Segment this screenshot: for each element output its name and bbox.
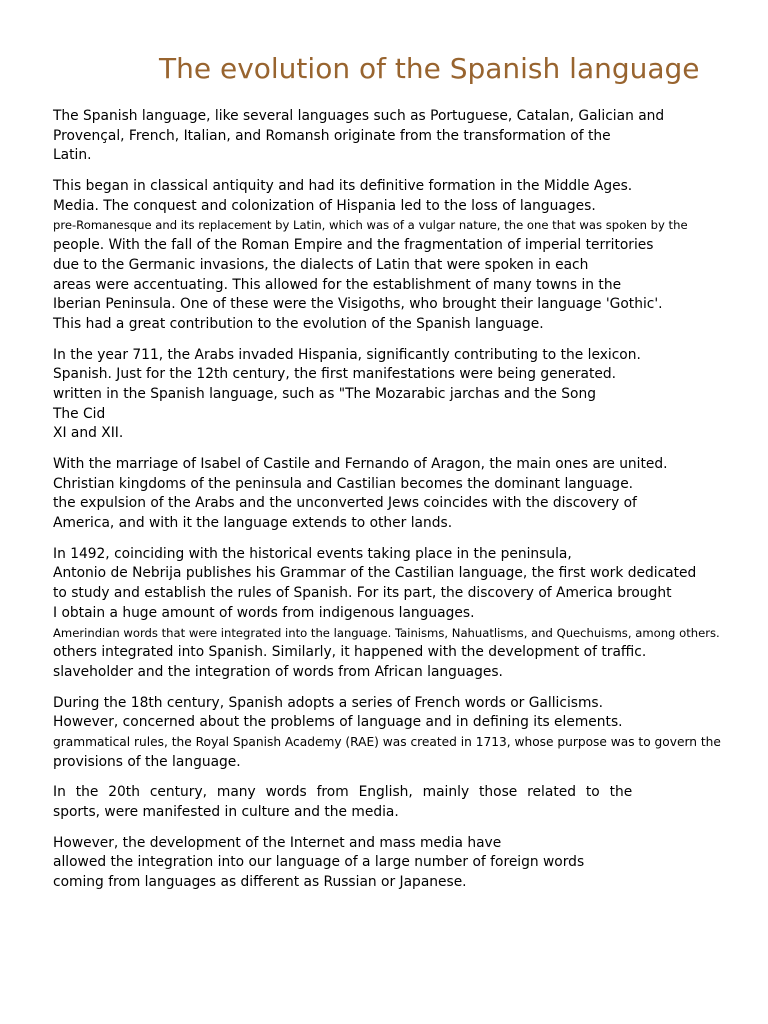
text-line: the expulsion of the Arabs and the unconverted Jews coincides with the discovery of <box>53 495 637 512</box>
text-line: slaveholder and the integration of words from African languages. <box>53 663 503 680</box>
text-line: In the year 711, the Arabs invaded Hispania, significantly contributing to the lexicon. <box>53 346 641 363</box>
text-line: America, and with it the language extends to other lands. <box>53 515 453 532</box>
paragraph-1 <box>53 107 768 166</box>
text-line: In the 20th century, many words from English, mainly those related to the <box>53 784 633 801</box>
text-line: coming from languages as different as Russian or Japanese. <box>53 874 467 891</box>
text-line: Latin. <box>53 147 92 164</box>
text-line: In 1492, coinciding with the historical events taking place in the peninsula, <box>53 545 572 562</box>
document-title: The evolution of the Spanish language <box>159 52 700 85</box>
text-line: Media. The conquest and colonization of Hispania led to the loss of languages. <box>53 197 596 214</box>
text-line: Amerindian words that were integrated into the language. Tainisms, Nahuatlisms, and Quechuisms, among others. <box>53 625 720 640</box>
text-line: Spanish. Just for the 12th century, the first manifestations were being generated. <box>53 366 616 383</box>
text-line: pre-Romanesque and its replacement by Latin, which was of a vulgar nature, the one that was spoken by the <box>53 218 688 233</box>
text-line: Provençal, French, Italian, and Romansh originate from the transformation of the <box>53 127 611 144</box>
paragraph-4 <box>53 455 768 534</box>
text-line: However, concerned about the problems of language and in defining its elements. <box>53 714 623 731</box>
text-line: allowed the integration into our language of a large number of foreign words <box>53 854 585 871</box>
text-line: Christian kingdoms of the peninsula and Castilian becomes the dominant language. <box>53 475 634 492</box>
document-body <box>53 107 768 904</box>
text-line: written in the Spanish language, such as "The Mozarabic jarchas and the Song <box>53 385 596 402</box>
text-line: to study and establish the rules of Spanish. For its part, the discovery of America brought <box>53 585 672 602</box>
text-line: The Cid <box>53 405 106 422</box>
text-line: The Spanish language, like several languages such as Portuguese, Catalan, Galician and <box>53 108 665 124</box>
text-line: Antonio de Nebrija publishes his Grammar of the Castilian language, the first work dedicated <box>53 565 697 582</box>
paragraph-5 <box>53 545 768 683</box>
paragraph-8 <box>53 834 768 893</box>
paragraph-6 <box>53 694 768 773</box>
text-line: XI and XII. <box>53 425 124 442</box>
paragraph-3 <box>53 346 768 444</box>
text-line: others integrated into Spanish. Similarly, it happened with the development of traffic. <box>53 644 647 661</box>
text-line: grammatical rules, the Royal Spanish Academy (RAE) was created in 1713, whose purpose was to govern the <box>53 734 721 749</box>
text-line: areas were accentuating. This allowed for the establishment of many towns in the <box>53 276 622 293</box>
paragraph-7 <box>53 783 768 822</box>
text-line: provisions of the language. <box>53 753 241 770</box>
text-line: sports, were manifested in culture and the media. <box>53 804 399 820</box>
text-line: I obtain a huge amount of words from indigenous languages. <box>53 604 475 621</box>
text-line: However, the development of the Internet and mass media have <box>53 834 502 851</box>
text-line: This began in classical antiquity and had its definitive formation in the Middle Ages. <box>53 178 633 195</box>
paragraph-2 <box>53 177 768 335</box>
text-line: During the 18th century, Spanish adopts a series of French words or Gallicisms. <box>53 694 603 711</box>
text-line: due to the Germanic invasions, the dialects of Latin that were spoken in each <box>53 256 589 273</box>
text-line: With the marriage of Isabel of Castile and Fernando of Aragon, the main ones are united. <box>53 456 668 472</box>
text-line: people. With the fall of the Roman Empire and the fragmentation of imperial territories <box>53 237 654 254</box>
text-line: This had a great contribution to the evolution of the Spanish language. <box>53 315 544 332</box>
text-line: Iberian Peninsula. One of these were the Visigoths, who brought their language 'Gothic'. <box>53 296 663 313</box>
